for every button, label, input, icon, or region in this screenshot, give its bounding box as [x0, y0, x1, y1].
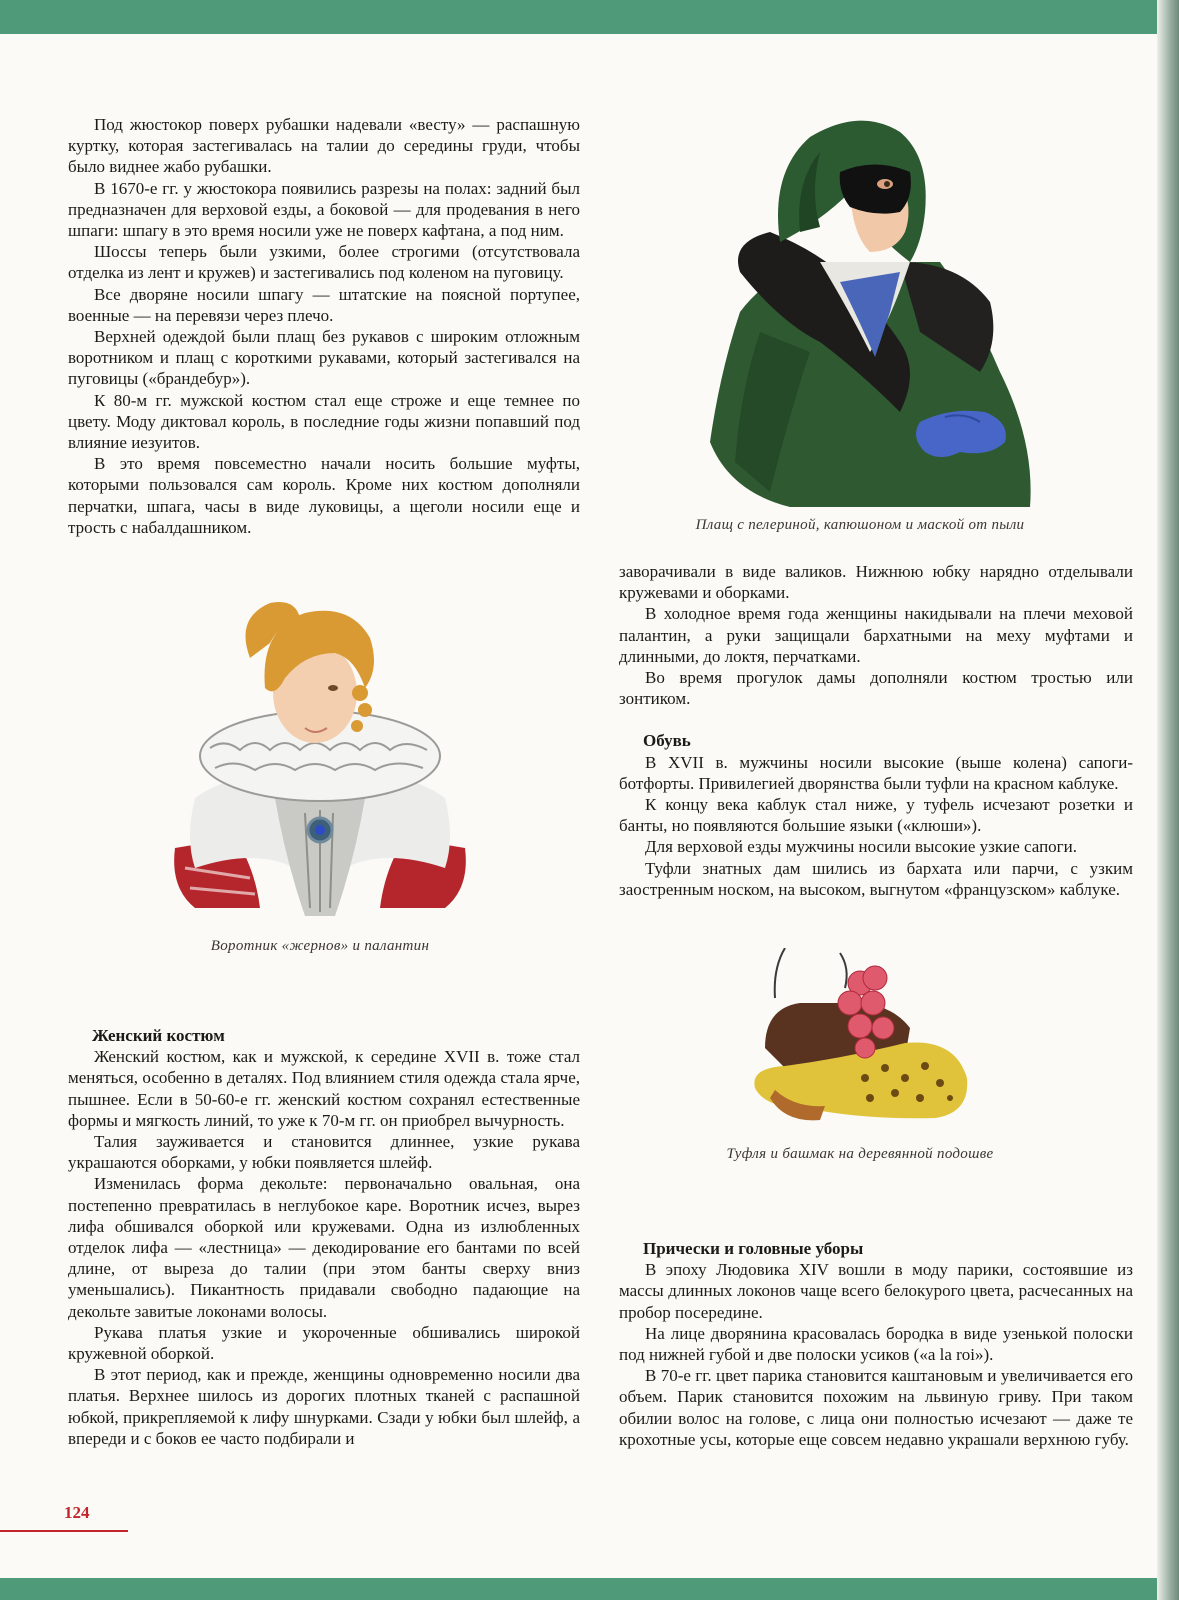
cloak-illustration	[700, 112, 1040, 510]
paragraph: Туфли знатных дам шились из бархата или парчи, с узким заостренным носком, на высоком, выгнутом «французском» каблуке.	[619, 858, 1133, 899]
paragraph: К 80-м гг. мужской костюм стал еще строже и еще темнее по цвету. Моду диктовал король, в последние годы жизни попавший под влияние иезуитов.	[68, 390, 580, 453]
paragraph: В 1670-е гг. у жюстокора появились разрезы на полах: задний был предназначен для верховой езды, а боковой — для продевания в него шпаги: шпагу в это время носили уже не поверх кафтана, а под ним.	[68, 178, 580, 241]
page-number: 124	[64, 1503, 90, 1522]
paragraph: Изменилась форма декольте: первоначально овальная, она постепенно превратилась в неглубокое каре. Воротник исчез, вырез лифа обшивался оборкой или кружевами. Одна из излюбленных отделок лифа — «лестница» — декодирование его бантами по всей длине, от выреза до талии (при этом банты сверху вниз уменьшались). Пикантность придавали свободно падающие на декольте завитые локонами волосы.	[68, 1174, 580, 1321]
paragraph: К концу века каблук стал ниже, у туфель исчезают розетки и банты, но появляются большие языки («клюши»).	[619, 795, 1133, 836]
hair-heading: Прически и головные уборы	[643, 1239, 864, 1258]
paragraph: На лице дворянина красовалась бородка в виде узенькой полоски под нижней губой и две полоски усиков («a la roi»).	[619, 1323, 1133, 1365]
shoes-caption: Туфля и башмак на деревянной подошве	[726, 1146, 994, 1162]
collar-caption: Воротник «жернов» и палантин	[210, 938, 430, 954]
paragraph: Все дворяне носили шпагу — штатские на поясной портупее, военные — на перевязи через плечо.	[68, 284, 580, 325]
paragraph: В этот период, как и прежде, женщины одновременно носили два платья. Верхнее шилось из дорогих плотных тканей с распашной юбкой, прикрепляемой к лифу шнурками. Сзади у юбки был шлейф, а впереди и с боков ее часто подбирали и	[68, 1365, 580, 1448]
paragraph: Рукава платья узкие и укороченные обшивались широкой кружевной оборкой.	[68, 1322, 580, 1364]
bottom-color-band	[0, 1578, 1179, 1600]
paragraph: Для верховой езды мужчины носили высокие узкие сапоги.	[645, 837, 1077, 857]
shoes-illustration	[745, 948, 975, 1128]
paragraph: В 70-е гг. цвет парика становится каштановым и увеличивается его объем. Парик становится похожим на львиную гриву. При таком обилии волос на голове, с лица они полностью исчезают — даже те крохотные усы, которые еще совсем недавно украшали верхнюю губу.	[619, 1366, 1133, 1449]
right-column-top-text	[619, 561, 1133, 900]
paragraph: Верхней одеждой были плащ без рукавов с широким отложным воротником и плащ с короткими рукавами, который застегивался на пуговицы («брандебур»).	[68, 327, 580, 389]
left-column-text	[68, 114, 580, 538]
continuation-paragraph: заворачивали в виде валиков. Нижнюю юбку нарядно отделывали кружевами и оборками.	[619, 562, 1133, 603]
paragraph: Во время прогулок дамы дополняли костюм тростью или зонтиком.	[619, 668, 1133, 709]
top-color-band	[0, 0, 1179, 34]
hair-section	[619, 1238, 1133, 1450]
womens-costume-heading: Женский костюм	[92, 1026, 225, 1045]
womens-costume-section	[68, 1025, 580, 1449]
footwear-heading: Обувь	[643, 731, 691, 751]
paragraph: В это время повсеместно начали носить большие муфты, которыми пользовался сам король. Кроме них костюм дополняли перчатки, шпага, часы в виде луковицы, а щеголи носили еще и трость с набалдашником.	[68, 454, 580, 537]
collar-illustration	[165, 598, 475, 918]
paragraph: Под жюстокор поверх рубашки надевали «весту» — распашную куртку, которая застегивалась на талии до середины груди, чтобы было виднее жабо рубашки.	[68, 115, 580, 177]
paragraph: В эпоху Людовика XIV вошли в моду парики, состоявшие из массы длинных локонов чаще всего белокурого цвета, расчесанных на пробор посередине.	[619, 1260, 1133, 1322]
page-number-rule	[0, 1530, 128, 1532]
paragraph: В XVII в. мужчины носили высокие (выше колена) сапоги-ботфорты. Привилегией дворянства были туфли на красном каблуке.	[619, 752, 1133, 793]
paragraph: Шоссы теперь были узкими, более строгими (отсутствовала отделка из лент и кружев) и застегивались под коленом на пуговицу.	[68, 242, 580, 283]
paragraph: Талия зауживается и становится длиннее, узкие рукава украшаются оборками, у юбки появляется шлейф.	[68, 1132, 580, 1173]
book-spine-shadow	[1157, 0, 1179, 1600]
paragraph: Женский костюм, как и мужской, к середине XVII в. тоже стал меняться, особенно в деталях. Под влиянием стиля одежда стала ярче, пышнее. Если в 50-60-е гг. женский костюм сохранял естественные формы и мягкость линий, то уже к 70-м гг. он приобрел вычурность.	[68, 1047, 580, 1130]
cloak-caption: Плащ с пелериной, капюшоном и маской от пыли	[695, 517, 1025, 533]
paragraph: В холодное время года женщины накидывали на плечи меховой палантин, а руки защищали бархатными на меху муфтами и длинными, до локтя, перчатками.	[619, 604, 1133, 666]
